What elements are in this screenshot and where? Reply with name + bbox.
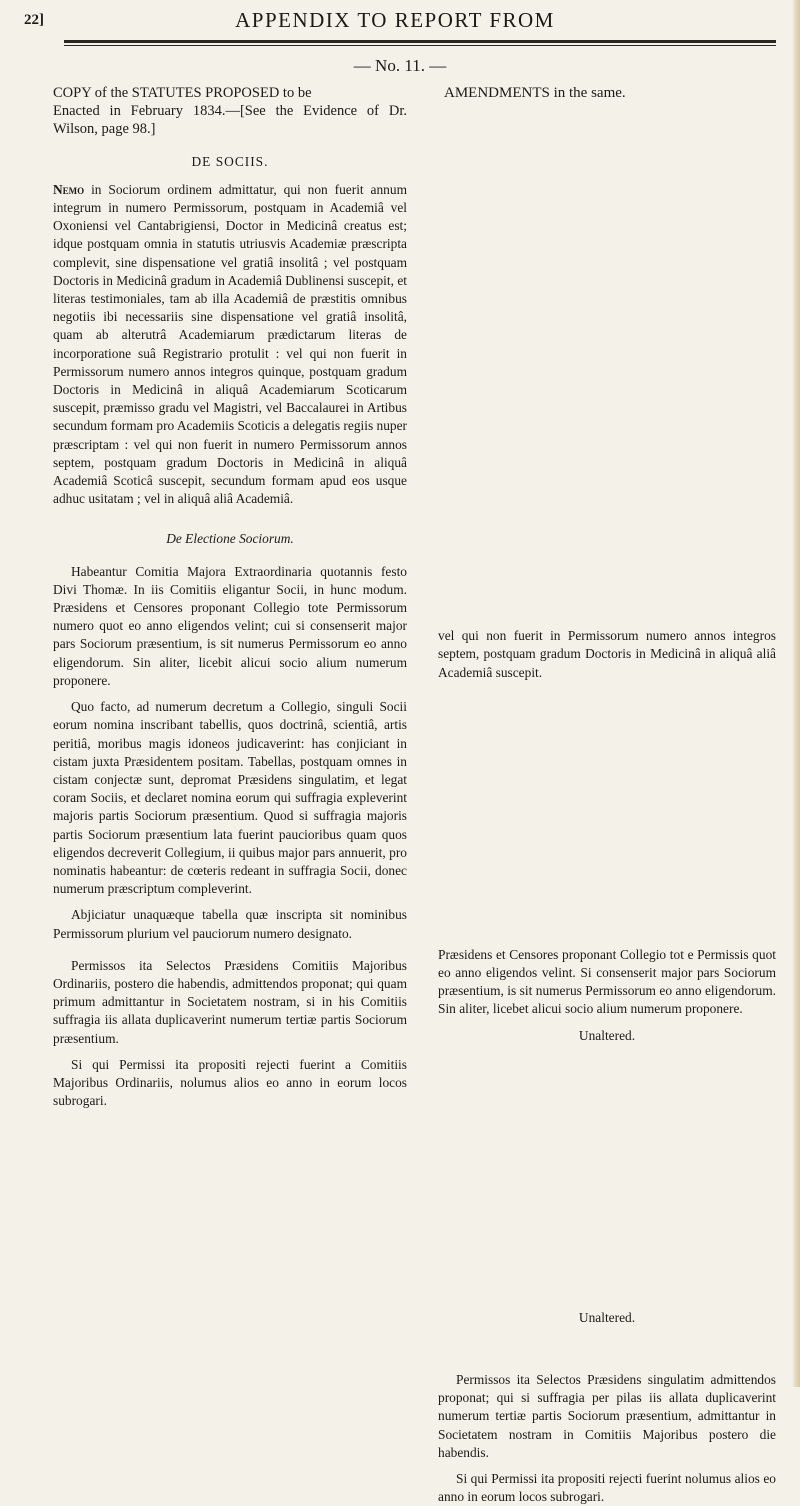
paragraph-1-text: in Sociorum ordinem admittatur, qui non fuerit annum integrum in numero Permissorum, postquam in Academiâ vel Oxoniensi vel Cantabrigiensi, Doctor in Medicinâ creatus est; idque postquam omnia in statutis utriusvis Academiæ præscripta complevit, sine dispensatione vel gratiâ insolitâ ; vel postquam Doctoris in Medicinâ gradum in Academiâ Dublinensi suscepit, et literas testimoniales, tam ab illa Academiâ de præstitis omnibus negotiis ibi necessariis sine dispensatione vel gratiâ insolitâ, quam ab alterutrâ Academiarum prædictarum literas de incorporatione suâ Registrario protulit : vel qui non fuerit in Permissorum numero annos integros quinque, postquam gradum Doctoris in Medicinâ in aliquâ Academiarum Scoticarum suscepit, præmisso gradu vel Magistri, vel Baccalaurei in Artibus secundum formam pro Academiis Scoticis a delegatis regiis nuper præscriptam : vel qui non fuerit in numero Permissorum annos septem, postquam gradum Doctoris in Medicinâ in aliquâ Academiâ Scoticâ suscepit, secundum formam apud eos usque adhuc usitatam ; vel in aliquâ aliâ Academiâ. <box>53 181 408 507</box>
amendments-heading: AMENDMENTS in the same. <box>444 85 626 101</box>
paragraph-lead-word: Nemo <box>53 181 85 197</box>
document-number: — No. 11. — <box>353 56 447 75</box>
amendment-4-unaltered: Unaltered. <box>578 1309 636 1325</box>
amendment-5: Permissos ita Selectos Præsidens singulatim admittendos proponat; qui si suffragia per pilas iis allata duplicaverint numerum tertiæ partis Sociorum præsentium, admittantur in Societatem nostram in Comitiis Majoribus postero die habendis. <box>438 1372 776 1460</box>
section-heading-de-sociis: DE SOCIIS. <box>191 153 269 169</box>
statute-paragraph-1 <box>53 181 407 509</box>
statute-paragraph-3: Quo facto, ad numerum decretum a Collegio, singuli Socii eorum nomina inscribant tabellis, quos doctrinâ, scientiâ, artis peritiâ, moribus magis idoneos judicaverint: has conjiciant in cistam juxta Præsidentem positam. Tabellas, postquam omnes in cistam conjectæ sunt, depromat Præsidens singulatim, et legat coram Sociis, et declaret nomina eorum qui suffragia expleverint majoris partis Sociorum præsentium. Quod si suffragia majoris partis Sociorum præsentium lata fuerint paucioribus quam quos eligendos decreverit Collegium, ii quibus major pars annuerit, pro nominatis habeantur: de cœteris redeant in suffragia Socii, donec numerum præscriptum compleverint. <box>53 699 407 897</box>
page-header <box>14 6 776 46</box>
statute-paragraph-4: Abjiciatur unaquæque tabella quæ inscripta sit nominibus Permissorum plurium vel pauciorum numero designato. <box>53 907 407 941</box>
running-title: APPENDIX TO REPORT FROM <box>235 8 555 32</box>
statute-paragraph-6: Si qui Permissi ita propositi rejecti fuerint a Comitiis Majoribus Ordinariis, nolumus alios eo anno in eorum locos subrogari. <box>53 1056 407 1109</box>
right-column-amendments <box>438 84 776 1506</box>
amendment-3-unaltered: Unaltered. <box>578 1027 636 1043</box>
amendment-1: vel qui non fuerit in Permissorum numero annos integros septem, postquam gradum Doctoris in Medicinâ in aliquâ aliâ Academiâ suscepit. <box>438 628 776 680</box>
statutes-title-line-1: COPY of the STATUTES PROPOSED to be <box>53 85 312 101</box>
page-number: 22] <box>24 12 44 28</box>
amendment-2: Præsidens et Censores proponant Collegio tot e Permissis quot eo anno eligendos velint. Si consenserit major pars Sociorum præsentium, is sit numerus Permissorum eo anno eligendorum. Sin aliter, licebet alicui socio alium numerum proponere. <box>438 946 776 1017</box>
amendment-6: Si qui Permissi ita propositi rejecti fuerint nolumus alios eo anno in eorum locos subrogari. <box>438 1471 776 1505</box>
statute-paragraph-2: Habeantur Comitia Majora Extraordinaria quotannis festo Divi Thomæ. In iis Comitiis eligantur Socii, in hunc modum. Præsidens et Censores proponant Collegio tote Permissorum numero quot eo anno eligendos velint; cui si consenserit major pars Sociorum præsentium, is sit numerus Permissorum eo anno eligendorum. Sin aliter, licebit alicui socio alium numerum proponere. <box>53 563 407 688</box>
page-edge-shadow <box>792 0 800 1387</box>
subheading-de-electione: De Electione Sociorum. <box>166 531 294 547</box>
header-rule-thin <box>64 45 776 46</box>
statute-paragraph-5: Permissos ita Selectos Præsidens Comitiis Majoribus Ordinariis, postero die habendis, admittendos proponat; qui quam primum admittantur in Societatem nostram, si in his Comitiis suffragia iis allata duplicaverint numerum tertiæ partis Sociorum præsentium. <box>53 957 407 1046</box>
header-rule-thick <box>64 40 776 43</box>
left-column-statutes <box>53 84 407 1110</box>
statutes-title-line-2: Enacted in February 1834.—[See the Evidence of Dr. Wilson, page 98.] <box>53 103 407 138</box>
